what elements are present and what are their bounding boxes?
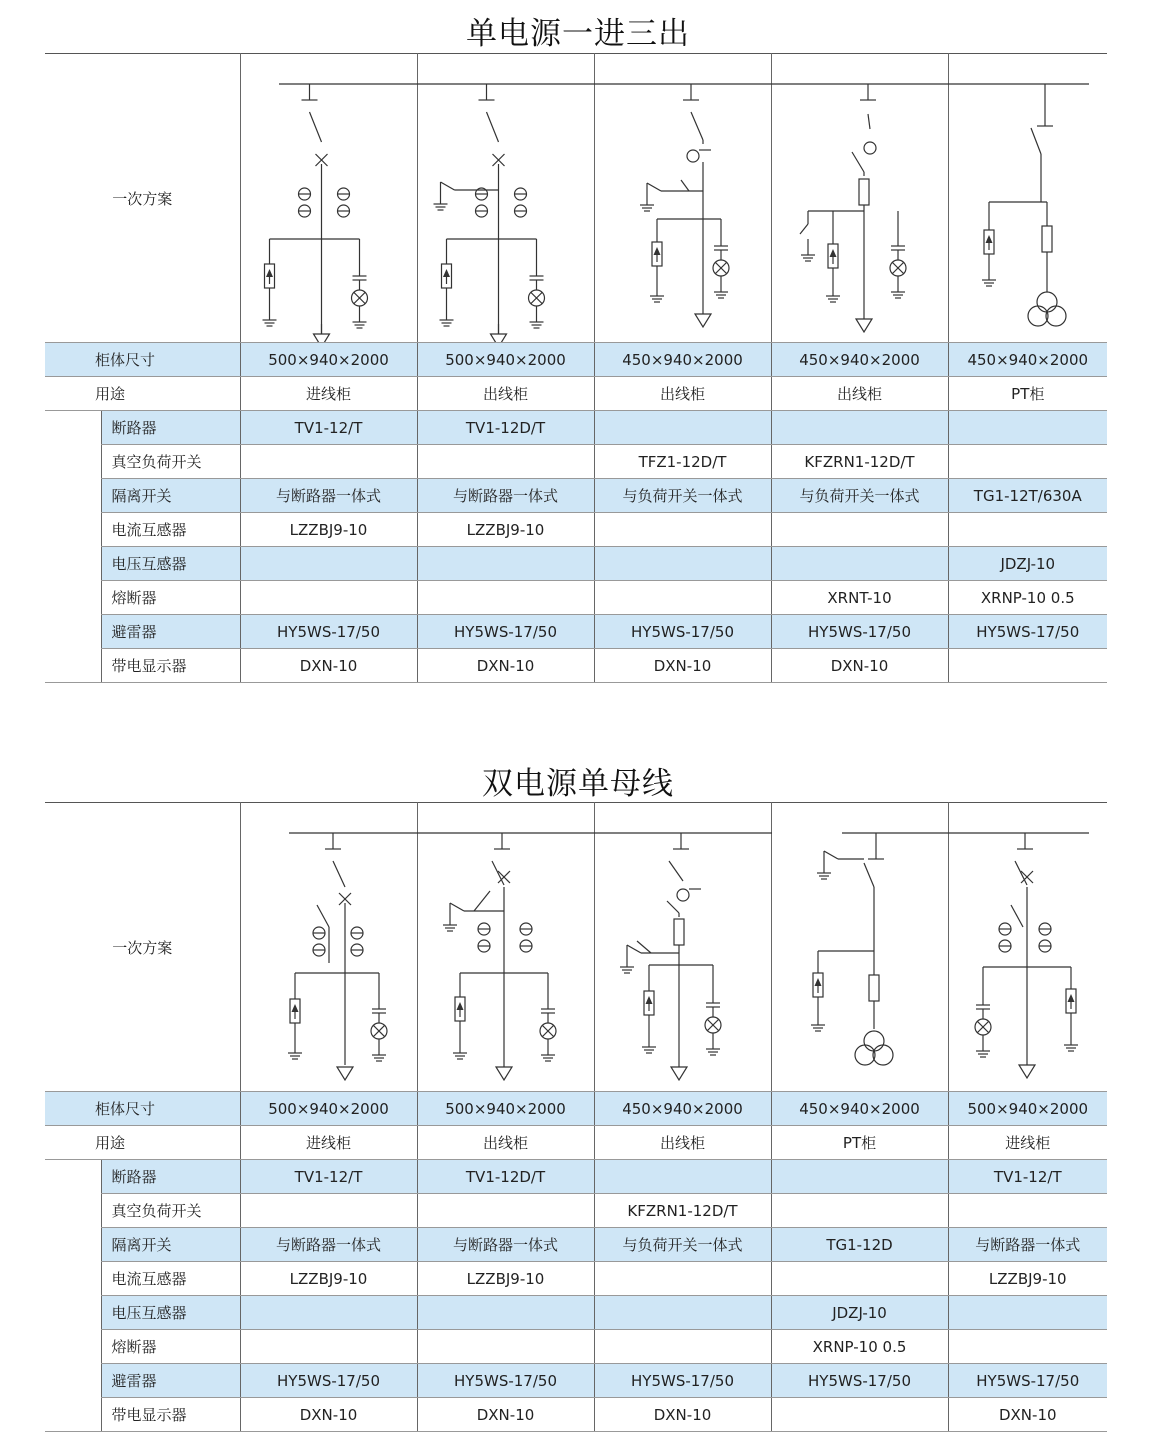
- cell-value: 出线柜: [417, 377, 594, 411]
- cell-value: 500×940×2000: [240, 343, 417, 377]
- row-ct: [45, 1262, 1107, 1296]
- row-usage: [45, 1126, 1107, 1160]
- row-label: 柜体尺寸: [45, 343, 240, 377]
- cell-value: HY5WS-17/50: [417, 1364, 594, 1398]
- cell-value: 450×940×2000: [771, 343, 948, 377]
- scheme-label: 一次方案: [45, 54, 240, 343]
- cell-value: [417, 1194, 594, 1228]
- cell-value: 与负荷开关一体式: [594, 1228, 771, 1262]
- cell-value: JDZJ-10: [948, 547, 1107, 581]
- row-arrester: [45, 1364, 1107, 1398]
- cell-value: LZZBJ9-10: [417, 513, 594, 547]
- row-vt: [45, 547, 1107, 581]
- cell-value: 500×940×2000: [417, 1092, 594, 1126]
- cell-value: 与断路器一体式: [240, 479, 417, 513]
- row-indent: [45, 1228, 101, 1262]
- single-line-diagram: [595, 54, 772, 342]
- row-indent: [45, 1296, 101, 1330]
- scheme-diagram: [771, 54, 948, 343]
- cell-value: [948, 1330, 1107, 1364]
- row-indent: [45, 513, 101, 547]
- cell-value: HY5WS-17/50: [771, 1364, 948, 1398]
- cell-value: PT柜: [948, 377, 1107, 411]
- cell-value: [948, 649, 1107, 683]
- cell-value: HY5WS-17/50: [594, 615, 771, 649]
- scheme-diagram: [417, 54, 594, 343]
- cell-value: [594, 547, 771, 581]
- cell-value: [594, 581, 771, 615]
- scheme-table: [45, 53, 1107, 683]
- row-cabinet-size: [45, 343, 1107, 377]
- row-indent: [45, 547, 101, 581]
- cell-value: 出线柜: [594, 1126, 771, 1160]
- cell-value: [240, 581, 417, 615]
- cell-value: TFZ1-12D/T: [594, 445, 771, 479]
- row-label: 电流互感器: [101, 1262, 240, 1296]
- cell-value: 与断路器一体式: [948, 1228, 1107, 1262]
- cell-value: [240, 1194, 417, 1228]
- single-line-diagram: [418, 54, 595, 342]
- row-label: 电压互感器: [101, 547, 240, 581]
- scheme-label: 一次方案: [45, 803, 240, 1092]
- cell-value: LZZBJ9-10: [417, 1262, 594, 1296]
- row-label: 熔断器: [101, 1330, 240, 1364]
- row-indent: [45, 411, 101, 445]
- cell-value: [240, 445, 417, 479]
- cell-value: [948, 411, 1107, 445]
- single-line-diagram: [949, 54, 1108, 342]
- cell-value: HY5WS-17/50: [240, 1364, 417, 1398]
- cell-value: 500×940×2000: [417, 343, 594, 377]
- row-arrester: [45, 615, 1107, 649]
- cell-value: TV1-12/T: [240, 411, 417, 445]
- row-label: 熔断器: [101, 581, 240, 615]
- cell-value: 与断路器一体式: [240, 1228, 417, 1262]
- cell-value: TV1-12D/T: [417, 1160, 594, 1194]
- row-breaker: [45, 1160, 1107, 1194]
- row-label: 电压互感器: [101, 1296, 240, 1330]
- single-line-diagram: [241, 803, 418, 1091]
- row-label: 避雷器: [101, 615, 240, 649]
- cell-value: XRNP-10 0.5: [771, 1330, 948, 1364]
- scheme-diagram: [948, 803, 1107, 1092]
- row-indent: [45, 581, 101, 615]
- cell-value: [417, 445, 594, 479]
- row-label: 隔离开关: [101, 1228, 240, 1262]
- cell-value: LZZBJ9-10: [240, 1262, 417, 1296]
- row-indent: [45, 1262, 101, 1296]
- single-line-diagram: [418, 803, 595, 1091]
- scheme-diagram: [948, 54, 1107, 343]
- cell-value: HY5WS-17/50: [594, 1364, 771, 1398]
- row-fuse: [45, 581, 1107, 615]
- cell-value: [417, 1330, 594, 1364]
- cell-value: [771, 411, 948, 445]
- row-isolator: [45, 479, 1107, 513]
- cell-value: [771, 1194, 948, 1228]
- row-usage: [45, 377, 1107, 411]
- cell-value: DXN-10: [594, 649, 771, 683]
- row-indicator: [45, 649, 1107, 683]
- cell-value: 进线柜: [240, 1126, 417, 1160]
- row-vt: [45, 1296, 1107, 1330]
- row-indent: [45, 615, 101, 649]
- cell-value: XRNP-10 0.5: [948, 581, 1107, 615]
- cell-value: [948, 1296, 1107, 1330]
- scheme-diagram: [771, 803, 948, 1092]
- row-indent: [45, 445, 101, 479]
- row-label: 用途: [45, 1126, 240, 1160]
- cell-value: TG1-12T/630A: [948, 479, 1107, 513]
- row-indent: [45, 1364, 101, 1398]
- row-indent: [45, 1330, 101, 1364]
- section-title: 单电源一进三出: [466, 16, 690, 52]
- row-indent: [45, 1398, 101, 1432]
- cell-value: 出线柜: [771, 377, 948, 411]
- cell-value: TV1-12/T: [240, 1160, 417, 1194]
- cell-value: 450×940×2000: [948, 343, 1107, 377]
- cell-value: 450×940×2000: [594, 343, 771, 377]
- cell-value: 500×940×2000: [948, 1092, 1107, 1126]
- row-label: 断路器: [101, 411, 240, 445]
- row-indent: [45, 479, 101, 513]
- cell-value: TV1-12D/T: [417, 411, 594, 445]
- cell-value: TG1-12D: [771, 1228, 948, 1262]
- row-label: 带电显示器: [101, 1398, 240, 1432]
- cell-value: HY5WS-17/50: [948, 615, 1107, 649]
- cell-value: [417, 1296, 594, 1330]
- cell-value: [594, 513, 771, 547]
- single-line-diagram: [241, 54, 418, 342]
- scheme-table: [45, 802, 1107, 1432]
- cell-value: 450×940×2000: [594, 1092, 771, 1126]
- cell-value: HY5WS-17/50: [240, 615, 417, 649]
- cell-value: DXN-10: [417, 1398, 594, 1432]
- cell-value: 进线柜: [948, 1126, 1107, 1160]
- cell-value: [240, 1296, 417, 1330]
- row-breaker: [45, 411, 1107, 445]
- cell-value: 进线柜: [240, 377, 417, 411]
- row-label: 柜体尺寸: [45, 1092, 240, 1126]
- cell-value: [771, 1160, 948, 1194]
- cell-value: [948, 1194, 1107, 1228]
- cell-value: [594, 1262, 771, 1296]
- cell-value: [240, 547, 417, 581]
- cell-value: [594, 1330, 771, 1364]
- cell-value: 出线柜: [417, 1126, 594, 1160]
- cell-value: DXN-10: [948, 1398, 1107, 1432]
- scheme-diagram: [240, 54, 417, 343]
- cell-value: 与断路器一体式: [417, 479, 594, 513]
- cell-value: 与负荷开关一体式: [771, 479, 948, 513]
- single-line-diagram: [949, 803, 1108, 1091]
- scheme-diagram: [594, 803, 771, 1092]
- cell-value: LZZBJ9-10: [948, 1262, 1107, 1296]
- cell-value: XRNT-10: [771, 581, 948, 615]
- row-load-switch: [45, 445, 1107, 479]
- cell-value: [771, 1262, 948, 1296]
- cell-value: [594, 411, 771, 445]
- cell-value: 与负荷开关一体式: [594, 479, 771, 513]
- row-indicator: [45, 1398, 1107, 1432]
- cell-value: [417, 581, 594, 615]
- cell-value: [771, 1398, 948, 1432]
- row-isolator: [45, 1228, 1107, 1262]
- row-fuse: [45, 1330, 1107, 1364]
- cell-value: LZZBJ9-10: [240, 513, 417, 547]
- cell-value: KFZRN1-12D/T: [594, 1194, 771, 1228]
- cell-value: [240, 1330, 417, 1364]
- row-label: 断路器: [101, 1160, 240, 1194]
- row-label: 电流互感器: [101, 513, 240, 547]
- row-label: 真空负荷开关: [101, 445, 240, 479]
- row-indent: [45, 1160, 101, 1194]
- cell-value: [417, 547, 594, 581]
- cell-value: DXN-10: [417, 649, 594, 683]
- row-cabinet-size: [45, 1092, 1107, 1126]
- scheme-diagram: [240, 803, 417, 1092]
- scheme-diagram: [417, 803, 594, 1092]
- cell-value: HY5WS-17/50: [771, 615, 948, 649]
- row-indent: [45, 649, 101, 683]
- cell-value: [948, 445, 1107, 479]
- single-line-diagram: [595, 803, 772, 1091]
- cell-value: DXN-10: [771, 649, 948, 683]
- cell-value: 出线柜: [594, 377, 771, 411]
- cell-value: [594, 1160, 771, 1194]
- row-label: 隔离开关: [101, 479, 240, 513]
- cell-value: TV1-12/T: [948, 1160, 1107, 1194]
- row-ct: [45, 513, 1107, 547]
- row-label: 用途: [45, 377, 240, 411]
- cell-value: [771, 547, 948, 581]
- cell-value: DXN-10: [240, 649, 417, 683]
- row-label: 避雷器: [101, 1364, 240, 1398]
- cell-value: 500×940×2000: [240, 1092, 417, 1126]
- single-line-diagram: [772, 54, 949, 342]
- single-line-diagram: [772, 803, 949, 1091]
- cell-value: HY5WS-17/50: [417, 615, 594, 649]
- cell-value: [771, 513, 948, 547]
- row-label: 真空负荷开关: [101, 1194, 240, 1228]
- cell-value: [594, 1296, 771, 1330]
- section-title: 双电源单母线: [482, 766, 674, 802]
- cell-value: PT柜: [771, 1126, 948, 1160]
- row-label: 带电显示器: [101, 649, 240, 683]
- cell-value: 与断路器一体式: [417, 1228, 594, 1262]
- row-load-switch: [45, 1194, 1107, 1228]
- cell-value: HY5WS-17/50: [948, 1364, 1107, 1398]
- cell-value: DXN-10: [594, 1398, 771, 1432]
- cell-value: 450×940×2000: [771, 1092, 948, 1126]
- row-indent: [45, 1194, 101, 1228]
- cell-value: [948, 513, 1107, 547]
- scheme-diagram: [594, 54, 771, 343]
- cell-value: KFZRN1-12D/T: [771, 445, 948, 479]
- cell-value: DXN-10: [240, 1398, 417, 1432]
- cell-value: JDZJ-10: [771, 1296, 948, 1330]
